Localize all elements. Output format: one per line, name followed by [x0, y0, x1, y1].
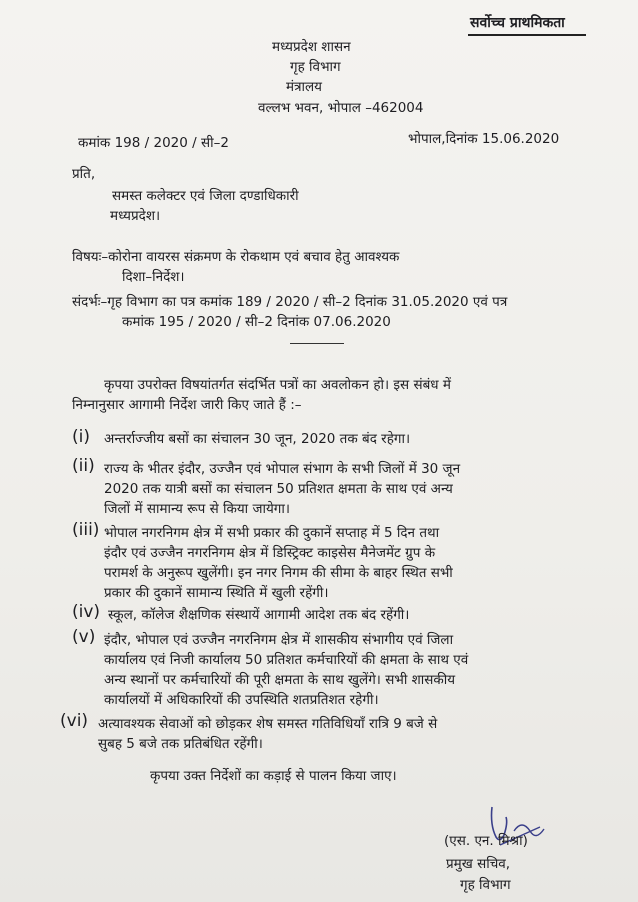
item-line: भोपाल नगरनिगम क्षेत्र में सभी प्रकार की दुकानें सप्ताह में 5 दिन तथा: [104, 525, 440, 541]
priority-underline: [468, 34, 586, 36]
item-number: (iv): [72, 602, 101, 622]
intro-line-1: कृपया उपरोक्त विषयांतर्गत संदर्भित पत्रों का अवलोकन हो। इस संबंध में: [104, 377, 451, 393]
item-line: राज्य के भीतर इंदौर, उज्जैन एवं भोपाल संभाग के सभी जिलों में 30 जून: [104, 461, 461, 477]
signatory-department: गृह विभाग: [460, 877, 511, 893]
item-line: प्रकार की दुकानें सामान्य स्थिति में खुली रहेंगी।: [104, 585, 329, 601]
letter-number: कमांक 198 / 2020 / सी–2: [78, 135, 229, 151]
recipient-line-2: मध्यप्रदेश।: [110, 208, 161, 224]
item-number: (vi): [60, 711, 89, 731]
header-department: गृह विभाग: [290, 59, 341, 75]
item-line: इंदौर एवं उज्जैन नगरनिगम क्षेत्र में डिस्ट्रिक्ट काइसेस मैनेजमेंट ग्रुप के: [104, 545, 436, 561]
item-line: कार्यालयों में अधिकारियों की उपस्थिति शतप्रतिशत रहेगी।: [104, 692, 379, 708]
item-number: (iii): [72, 520, 100, 540]
subject-line-2: दिशा–निर्देश।: [122, 269, 185, 285]
item-line: अत्यावश्यक सेवाओं को छोड़कर शेष समस्त गतिविधियॉं रात्रि 9 बजे से: [98, 716, 438, 732]
item-number: (v): [72, 627, 96, 647]
item-line: सुबह 5 बजे तक प्रतिबंधित रहेंगी।: [98, 736, 263, 752]
intro-line-2: निम्नानुसार आगामी निर्देश जारी किए जाते हैं :–: [72, 397, 302, 413]
item-line: अन्तर्राज्जीय बसों का संचालन 30 जून, 2020 तक बंद रहेगा।: [104, 431, 411, 447]
item-number: (i): [72, 427, 90, 447]
item-number: (ii): [72, 456, 95, 476]
reference-line-2: कमांक 195 / 2020 / सी–2 दिनांक 07.06.2020: [122, 314, 391, 330]
signatory-name: (एस. एन. मिश्रा): [444, 833, 528, 849]
item-line: अन्य स्थानों पर कर्मचारियों की पूरी क्षमता के साथ खुलेंगे। सभी शासकीय: [104, 672, 456, 688]
place-date: भोपाल,दिनांक 15.06.2020: [408, 131, 560, 147]
item-line: जिलों में सामान्य रूप से किया जायेगा।: [104, 501, 291, 517]
header-address: वल्लभ भवन, भोपाल –462004: [258, 100, 424, 116]
item-line: परामर्श के अनुरूप खुलेंगी। इन नगर निगम की सीमा के बाहर स्थित सभी: [104, 565, 453, 581]
recipient-line-1: समस्त कलेक्टर एवं जिला दण्डाधिकारी: [112, 188, 299, 204]
header-government: मध्यप्रदेश शासन: [272, 39, 351, 55]
priority-label: सर्वोच्च प्राथमिकता: [470, 15, 565, 31]
to-label: प्रति,: [72, 166, 96, 182]
reference-line-1: संदर्भः–गृह विभाग का पत्र कमांक 189 / 2020 / सी–2 दिनांक 31.05.2020 एवं पत्र: [72, 294, 508, 310]
subject-line-1: विषयः–कोरोना वायरस संक्रमण के रोकथाम एवं बचाव हेतु आवश्यक: [72, 249, 400, 265]
signatory-title: प्रमुख सचिव,: [446, 856, 511, 872]
item-line: स्कूल, कॉलेज शैक्षणिक संस्थायें आगामी आदेश तक बंद रहेंगी।: [108, 607, 410, 623]
closing-line: कृपया उक्त निर्देशों का कड़ाई से पालन किया जाए।: [150, 768, 397, 784]
item-line: इंदौर, भोपाल एवं उज्जैन नगरनिगम क्षेत्र में शासकीय संभागीय एवं जिला: [104, 632, 454, 648]
item-line: कार्यालय एवं निजी कार्यालय 50 प्रतिशत कर्मचारियों की क्षमता के साथ एवं: [104, 652, 469, 668]
header-secretariat: मंत्रालय: [286, 79, 323, 95]
item-line: 2020 तक यात्री बसों का संचालन 50 प्रतिशत क्षमता के साथ एवं अन्य: [104, 481, 453, 497]
section-divider: [290, 343, 344, 344]
